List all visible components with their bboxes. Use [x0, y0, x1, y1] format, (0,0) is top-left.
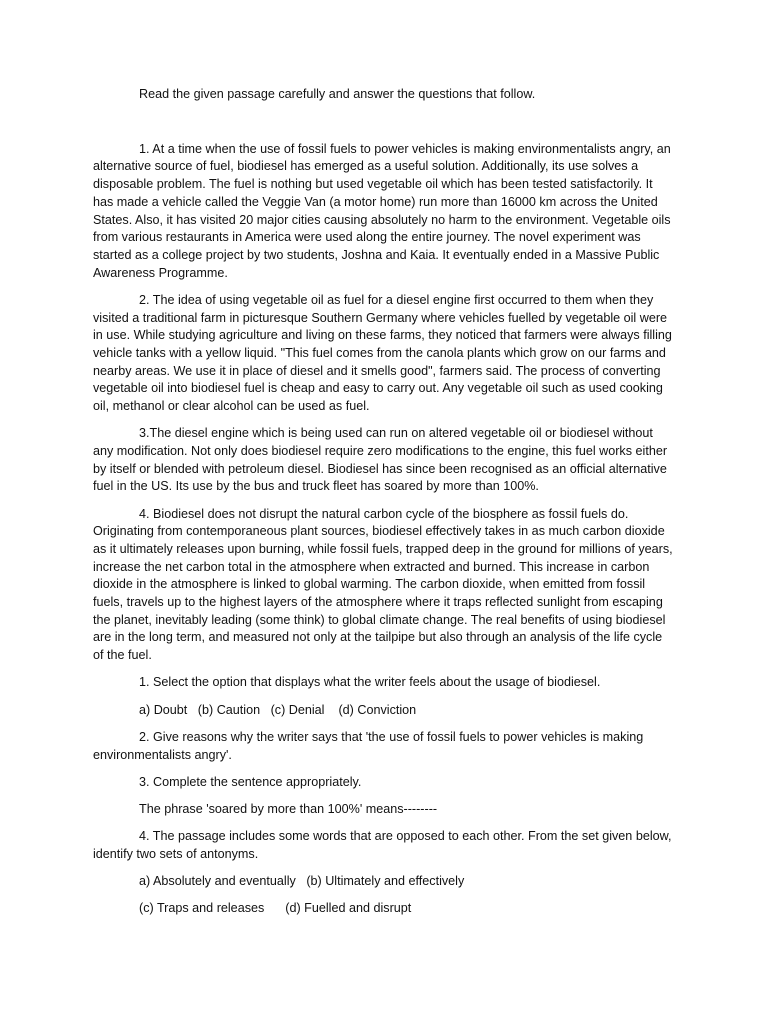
- question-2: 2. Give reasons why the writer says that 'the use of fossil fuels to power vehicles is making environmentalists angry'.: [93, 729, 644, 762]
- question-4-options-cd: (c) Traps and releases (d) Fuelled and disrupt: [139, 901, 412, 916]
- question-3: 3. Complete the sentence appropriately.: [139, 774, 362, 789]
- instruction-text: Read the given passage carefully and answer the questions that follow.: [139, 87, 536, 101]
- question-3-prompt: The phrase 'soared by more than 100%' means--------: [139, 801, 438, 816]
- passage-paragraph-3: 3.The diesel engine which is being used can run on altered vegetable oil or biodiesel without any modification. Not only does biodiesel require zero modifications to the engine, this fuel works either by itself or blended with petroleum diesel. Biodiesel has since been recognised as an official alternative fuel in the US. Its use by the bus and truck fleet has soared by more than 100%.: [93, 426, 668, 494]
- question-1-options: a) Doubt (b) Caution (c) Denial (d) Conviction: [139, 702, 417, 717]
- document-body: [93, 86, 673, 927]
- question-4: 4. The passage includes some words that are opposed to each other. From the set given below, identify two sets of antonyms.: [93, 829, 672, 861]
- question-4-options-ab: a) Absolutely and eventually (b) Ultimately and effectively: [139, 874, 465, 889]
- passage-paragraph-1: 1. At a time when the use of fossil fuels to power vehicles is making environmentalists angry, an alternative source of fuel, biodiesel has emerged as a useful solution. Additionally, its use solves a disposable problem. The fuel is nothing but used vegetable oil which has been tested satisfactorily. It has made a vehicle called the Veggie Van (a motor home) run more than 16000 km across the United States. Also, it has visited 20 major cities causing absolutely no harm to the environment. Vegetable oils from various restaurants in America were used along the entire journey. The novel experiment was started as a college project by two students, Joshna and Kaia. It eventually ended in a Massive Public Awareness Programme.: [93, 141, 671, 280]
- passage-paragraph-2: 2. The idea of using vegetable oil as fuel for a diesel engine first occurred to them when they visited a traditional farm in picturesque Southern Germany where vehicles fuelled by vegetable oil were in use. While studying agriculture and living on these farms, they noticed that farmers were always filling vehicle tanks with a yellow liquid. "This fuel comes from the canola plants which grow on our farms and nearby areas. We use it in place of diesel and it smells good", farmers said. The process of converting vegetable oil into biodiesel fuel is cheap and easy to carry out. Any vegetable oil such as used cooking oil, methanol or clear alcohol can be used as fuel.: [93, 292, 672, 414]
- passage-paragraph-4: 4. Biodiesel does not disrupt the natural carbon cycle of the biosphere as fossil fuels do. Originating from contemporaneous plant sources, biodiesel effectively takes in as much carbon dioxide as it ultimately releases upon burning, while fossil fuels, trapped deep in the ground for millions of years, increase the net carbon total in the atmosphere when extracted and burned. This increase in carbon dioxide in the atmosphere is linked to global warming. The carbon dioxide, when emitted from fossil fuels, travels up to the highest layers of the atmosphere where it traps reflected sunlight from escaping the planet, inevitably leading (some think) to global climate change. The real benefits of using biodiesel are in the long term, and measured not only at the tailpipe but also through an analysis of the life cycle of the fuel.: [93, 506, 673, 663]
- question-1: 1. Select the option that displays what the writer feels about the usage of biodiesel.: [139, 675, 601, 690]
